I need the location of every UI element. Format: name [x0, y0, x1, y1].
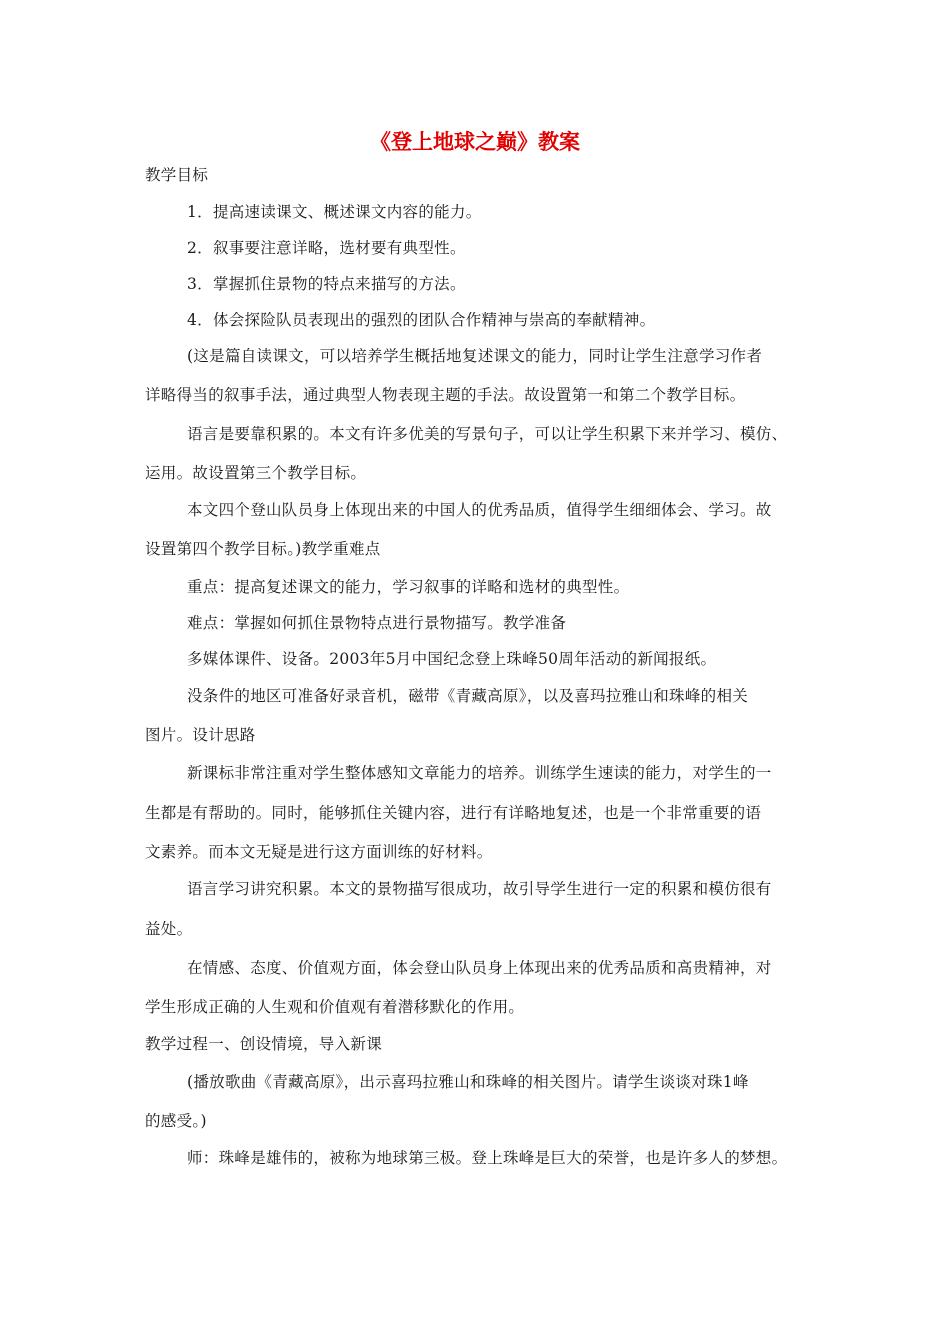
paragraph-line: 生都是有帮助的。同时，能够抓住关键内容，进行有详略地复述，也是一个非常重要的语: [145, 804, 762, 822]
objective-item-2: 2．叙事要注意详略，选材要有典型性。: [187, 239, 466, 257]
paragraph-line: 详略得当的叙事手法，通过典型人物表现主题的手法。故设置第一和第二个教学目标。: [145, 386, 746, 404]
paragraph-line: 益处。: [145, 920, 193, 938]
paragraph-line: 新课标非常注重对学生整体感知文章能力的培养。训练学生速读的能力，对学生的一: [187, 764, 772, 782]
paragraph-line: 运用。故设置第三个教学目标。: [145, 464, 367, 482]
paragraph-line: (播放歌曲《青藏高原》，出示喜玛拉雅山和珠峰的相关图片。请学生谈谈对珠1峰: [187, 1073, 749, 1091]
objective-item-4: 4．体会探险队员表现出的强烈的团队合作精神与崇高的奉献精神。: [187, 311, 656, 329]
section-heading-process: 教学过程一、创设情境，导入新课: [145, 1035, 383, 1053]
document-title: 《登上地球之巅》教案: [370, 130, 580, 154]
section-heading-objectives: 教学目标: [145, 166, 209, 184]
paragraph-line: 没条件的地区可准备好录音机，磁带《青藏高原》，以及喜玛拉雅山和珠峰的相关: [187, 687, 749, 705]
paragraph-line: (这是篇自读课文，可以培养学生概括地复述课文的能力，同时让学生注意学习作者: [187, 347, 763, 365]
paragraph-line: 学生形成正确的人生观和价值观有着潜移默化的作用。: [145, 998, 525, 1016]
paragraph-line: 的感受。): [145, 1112, 207, 1130]
paragraph-line: 师：珠峰是雄伟的，被称为地球第三极。登上珠峰是巨大的荣誉，也是许多人的梦想。: [187, 1149, 788, 1167]
paragraph-line: 在情感、态度、价值观方面，体会登山队员身上体现出来的优秀品质和高贵精神，对: [187, 959, 772, 977]
paragraph-line: 文素养。而本文无疑是进行这方面训练的好材料。: [145, 843, 493, 861]
objective-item-1: 1．提高速读课文、概述课文内容的能力。: [187, 203, 482, 221]
objective-item-3: 3．掌握抓住景物的特点来描写的方法。: [187, 275, 466, 293]
paragraph-line: 难点：掌握如何抓住景物特点进行景物描写。教学准备: [187, 614, 567, 632]
paragraph-line: 图片。设计思路: [145, 726, 256, 744]
paragraph-line: 设置第四个教学目标。)教学重难点: [145, 540, 381, 558]
paragraph-line: 语言学习讲究积累。本文的景物描写很成功，故引导学生进行一定的积累和模仿很有: [187, 880, 772, 898]
paragraph-line: 语言是要靠积累的。本文有许多优美的写景句子，可以让学生积累下来并学习、模仿、: [187, 425, 788, 443]
paragraph-line: 多媒体课件、设备。2003年5月中国纪念登上珠峰50周年活动的新闻报纸。: [187, 650, 717, 668]
paragraph-line: 重点：提高复述课文的能力，学习叙事的详略和选材的典型性。: [187, 578, 630, 596]
paragraph-line: 本文四个登山队员身上体现出来的中国人的优秀品质，值得学生细细体会、学习。故: [187, 501, 772, 519]
